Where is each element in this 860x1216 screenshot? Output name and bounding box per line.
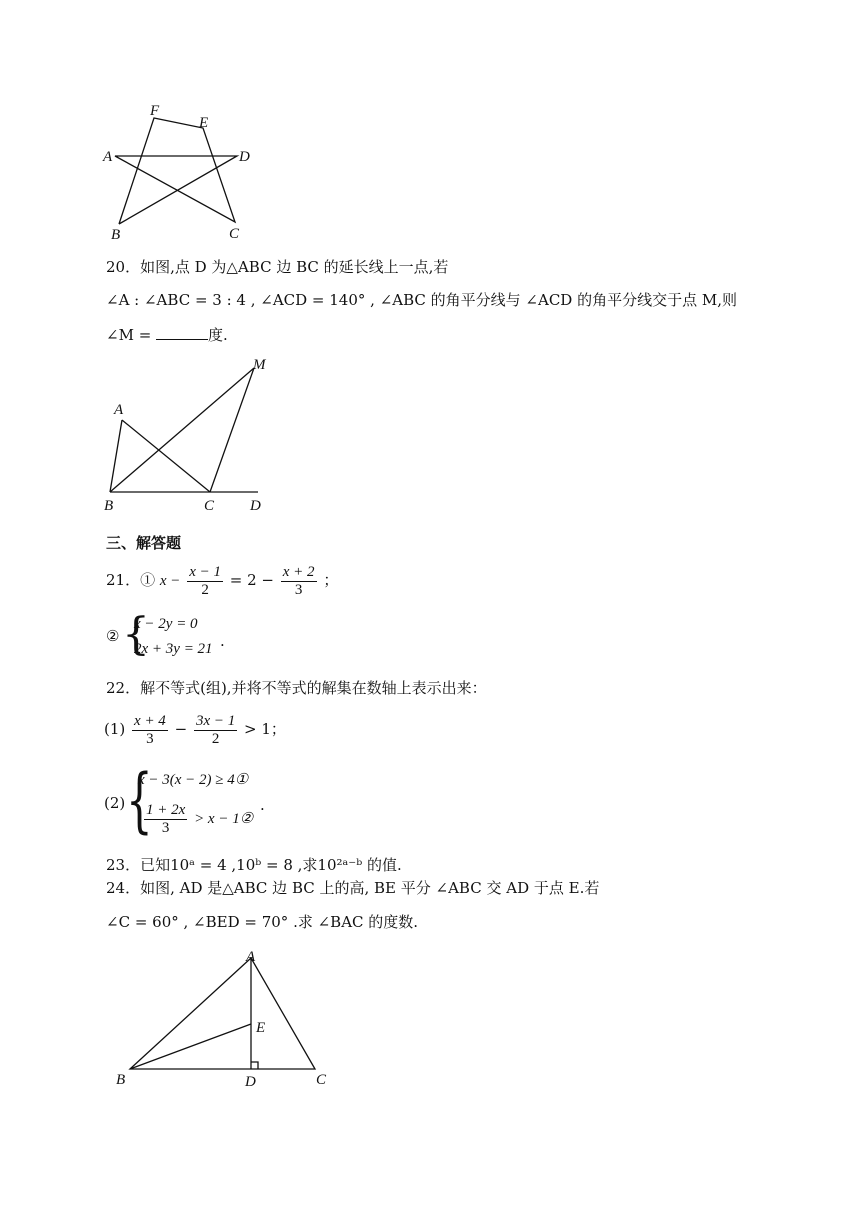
q20-line1 xyxy=(106,257,448,277)
q21-part1 xyxy=(106,560,338,600)
section-heading: 三、解答题 xyxy=(106,534,182,552)
fig24-label-E: E xyxy=(256,1020,266,1036)
fig24-right-angle-mark xyxy=(251,1062,258,1069)
q22-p1-end: > 1； xyxy=(244,720,286,738)
q22-p2-end: . xyxy=(260,796,265,814)
fig20-label-M: M xyxy=(253,357,266,373)
q23-number: 23． xyxy=(106,856,141,874)
q22-p1-frac1 xyxy=(132,713,168,748)
q20-line2: ∠A : ∠ABC = 3 : 4 , ∠ACD = 140° , ∠ABC 的角平分线与 ∠ACD 的角平分线交于点 M,则 xyxy=(106,291,737,309)
q22-p1-frac1-den: 3 xyxy=(146,730,154,747)
q21-p1-end: ； xyxy=(323,571,339,589)
q22-ineq1: x − 3(x − 2) ≥ 4① xyxy=(138,772,249,788)
q22-ineq2-frac-den: 3 xyxy=(161,819,170,836)
q22-p1-frac2 xyxy=(194,713,237,748)
fig19-label-F: F xyxy=(150,103,160,119)
q22-ineq2-rest: > x − 1② xyxy=(194,811,254,827)
q20-number: 20． xyxy=(106,258,141,276)
q20-line3 xyxy=(106,325,228,345)
q22-text: 解不等式(组),并将不等式的解集在数轴上表示出来： xyxy=(140,679,487,697)
q21-p2-end: . xyxy=(220,632,225,650)
q21-frac1-num: x − 1 xyxy=(189,563,221,580)
q21-frac1 xyxy=(187,564,223,599)
q22-p2-label: (2) xyxy=(104,794,126,812)
q22-ineq2-frac xyxy=(144,802,187,837)
fig19-label-C: C xyxy=(229,226,240,242)
q21-frac2 xyxy=(281,564,317,599)
fig24-label-A: A xyxy=(246,949,256,965)
fig19-label-D: D xyxy=(239,149,250,165)
fig24-label-D: D xyxy=(245,1074,256,1090)
fig20-line-ac xyxy=(122,420,210,492)
fig24-triangle xyxy=(130,958,315,1069)
q22-p1-frac2-den: 2 xyxy=(211,730,220,747)
q22-p1-minus: − xyxy=(174,720,188,738)
q20-text1: 如图,点 D 为△ABC 边 BC 的延长线上一点,若 xyxy=(140,258,449,276)
q22-part1 xyxy=(104,709,286,749)
q20-angle-m: ∠M = xyxy=(106,326,157,344)
q21-part2 xyxy=(106,609,306,662)
q22-p1-label: (1) xyxy=(104,720,126,738)
fig19-lines xyxy=(115,118,237,224)
fig24-bisector-be xyxy=(130,1024,251,1069)
q24-line1 xyxy=(106,878,599,898)
q22-part2 xyxy=(104,759,304,841)
q21-mark1: ① xyxy=(140,571,156,589)
fig19-label-A: A xyxy=(103,149,113,165)
q21-eq2: 2x + 3y = 21 xyxy=(134,641,213,657)
fig24-label-C: C xyxy=(316,1072,327,1088)
fig20-label-C: C xyxy=(204,498,215,514)
fig20-label-D: D xyxy=(250,498,261,514)
figure-q19 xyxy=(95,98,265,248)
figure-q20 xyxy=(100,352,275,517)
q21-mark2: ② xyxy=(106,627,120,645)
q21-frac2-num: x + 2 xyxy=(282,563,315,580)
fig20-label-B: B xyxy=(104,498,114,514)
figure-q24 xyxy=(110,945,340,1095)
q21-brace: { xyxy=(122,609,150,660)
fig24-label-B: B xyxy=(116,1072,126,1088)
q22-number: 22． xyxy=(106,679,141,697)
q21-eq1: x − 2y = 0 xyxy=(134,616,198,632)
q21-p1-b: = 2 − xyxy=(229,571,274,589)
q21-frac2-den: 3 xyxy=(294,581,303,598)
fig20-line-ba xyxy=(110,420,122,492)
q24-line2: ∠C = 60° , ∠BED = 70° .求 ∠BAC 的度数. xyxy=(106,913,419,931)
q20-answer-blank[interactable] xyxy=(156,325,208,340)
q22-line1 xyxy=(106,678,487,698)
q22-ineq2 xyxy=(142,800,253,836)
q21-p1-a: x − xyxy=(159,573,181,589)
q22-p1-frac2-num: 3x − 1 xyxy=(195,712,236,729)
q22-brace: { xyxy=(126,759,153,841)
fig19-label-E: E xyxy=(199,115,209,131)
fig19-label-B: B xyxy=(111,227,121,243)
q23-line xyxy=(106,855,402,875)
q22-ineq2-frac-num: 1 + 2x xyxy=(146,801,186,818)
q24-number: 24． xyxy=(106,879,141,897)
q21-frac1-den: 2 xyxy=(201,581,209,598)
q24-text1: 如图, AD 是△ABC 边 BC 上的高, BE 平分 ∠ABC 交 AD 于点 E.若 xyxy=(140,879,600,897)
q23-text: 已知10ᵃ = 4 ,10ᵇ = 8 ,求10²ᵃ⁻ᵇ 的值. xyxy=(140,856,402,874)
q22-p1-frac1-num: x + 4 xyxy=(134,712,166,729)
fig20-label-A: A xyxy=(114,402,124,418)
q21-number: 21． xyxy=(106,571,141,589)
q20-degree: 度. xyxy=(208,326,228,344)
